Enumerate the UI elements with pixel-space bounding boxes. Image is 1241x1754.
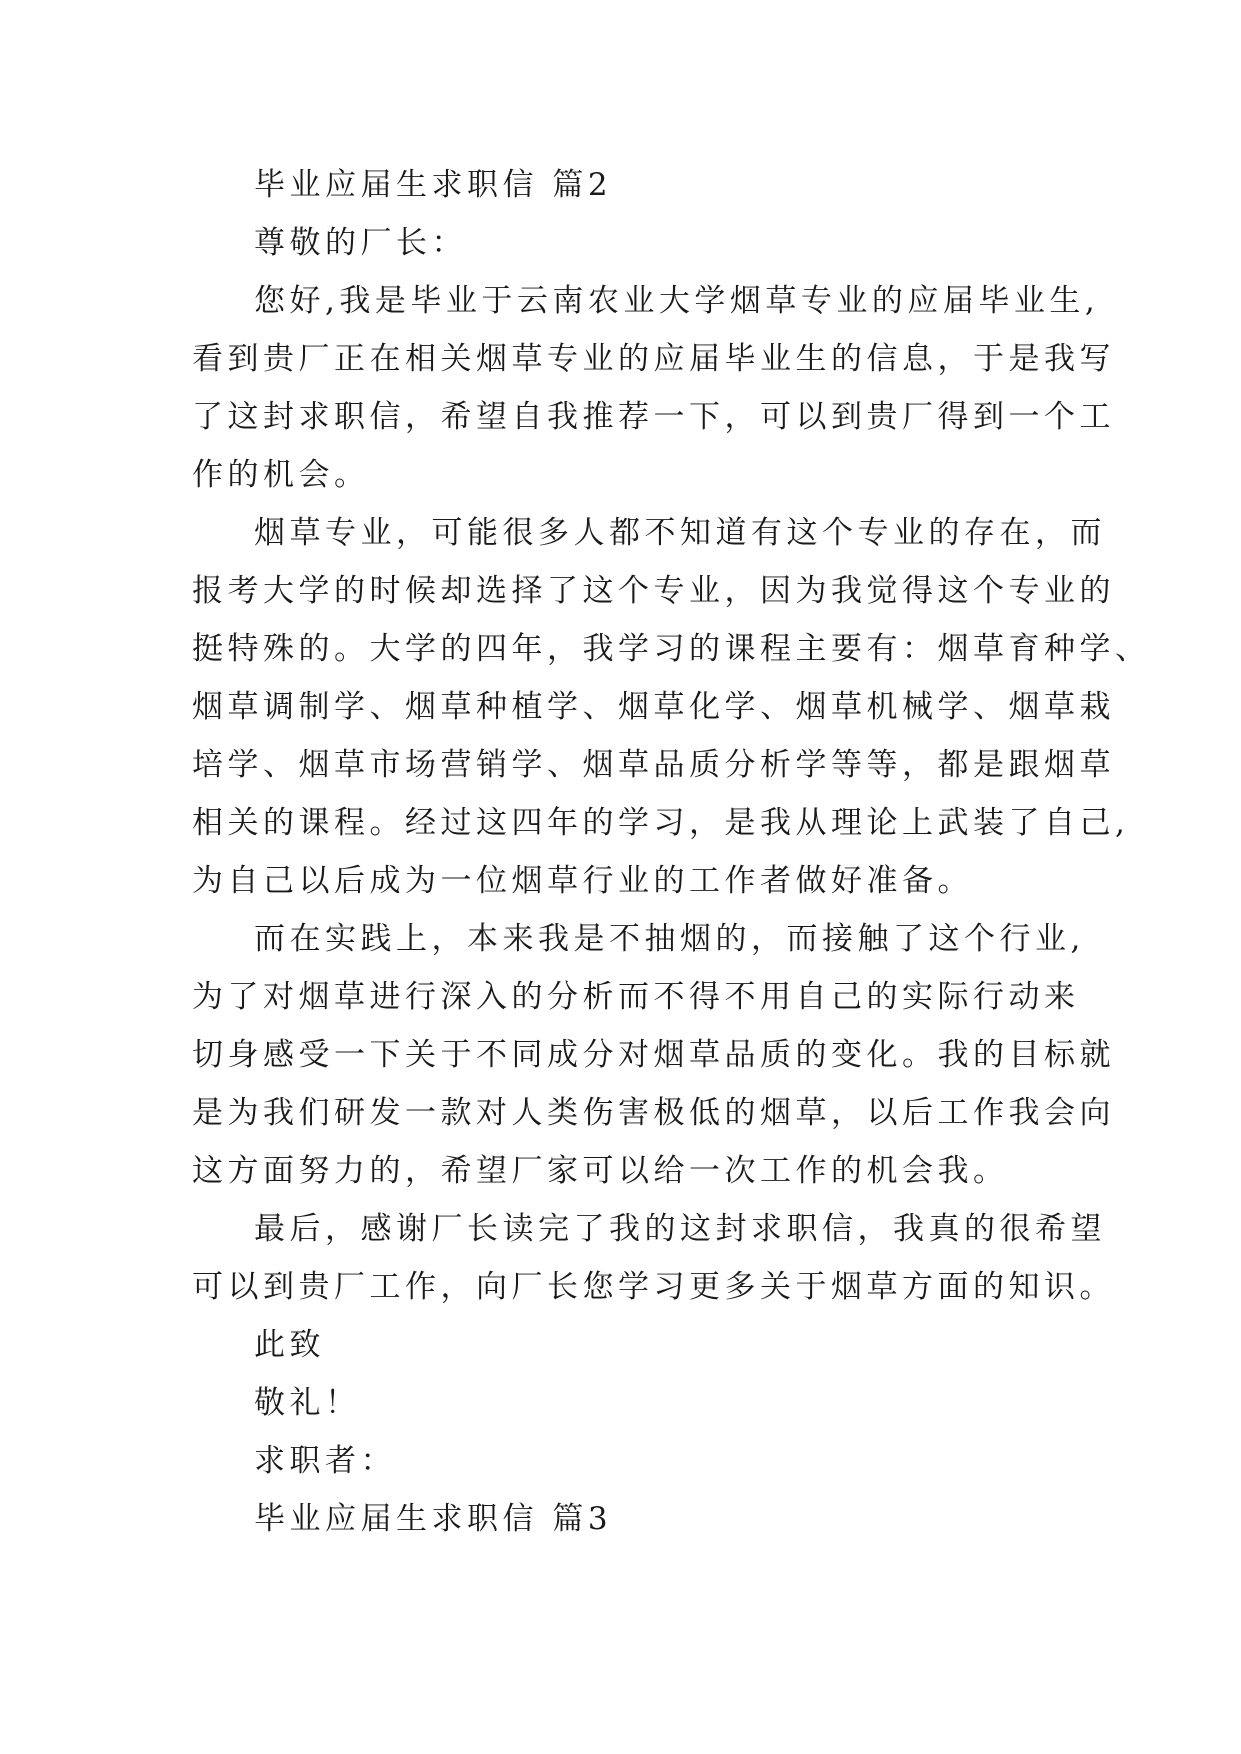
signature-label: 求职者： [254, 1443, 396, 1479]
paragraph-line: 烟草调制学、烟草种植学、烟草化学、烟草机械学、烟草栽 [192, 689, 1115, 725]
paragraph-line: 切身感受一下关于不同成分对烟草品质的变化。我的目标就 [192, 1037, 1115, 1073]
paragraph-line: 挺特殊的。大学的四年，我学习的课程主要有：烟草育种学、 [192, 631, 1151, 667]
section-heading: 毕业应届生求职信 篇2 [254, 167, 613, 203]
salutation: 尊敬的厂长： [254, 225, 467, 261]
closing-line: 敬礼！ [254, 1385, 361, 1421]
paragraph-line: 报考大学的时候却选择了这个专业，因为我觉得这个专业的 [192, 573, 1115, 609]
paragraph-line: 相关的课程。经过这四年的学习，是我从理论上武装了自己, [192, 805, 1130, 841]
paragraph-line: 烟草专业，可能很多人都不知道有这个专业的存在，而 [254, 515, 1106, 551]
section-heading: 毕业应届生求职信 篇3 [254, 1501, 613, 1537]
paragraph-line: 可以到贵厂工作，向厂长您学习更多关于烟草方面的知识。 [192, 1269, 1115, 1305]
paragraph-line: 这方面努力的，希望厂家可以给一次工作的机会我。 [192, 1153, 1009, 1189]
paragraph-line: 为了对烟草进行深入的分析而不得不用自己的实际行动来 [192, 979, 1080, 1015]
paragraph-line: 作的机会。 [192, 457, 370, 493]
paragraph-line: 为自己以后成为一位烟草行业的工作者做好准备。 [192, 863, 973, 899]
paragraph-line: 是为我们研发一款对人类伤害极低的烟草，以后工作我会向 [192, 1095, 1115, 1131]
closing-line: 此致 [254, 1327, 325, 1363]
paragraph-line: 最后，感谢厂长读完了我的这封求职信，我真的很希望 [254, 1211, 1106, 1247]
paragraph-line: 而在实践上，本来我是不抽烟的，而接触了这个行业, [254, 921, 1085, 957]
paragraph-line: 您好,我是毕业于云南农业大学烟草专业的应届毕业生, [254, 283, 1100, 319]
paragraph-line: 看到贵厂正在相关烟草专业的应届毕业生的信息，于是我写 [192, 341, 1115, 377]
paragraph-line: 培学、烟草市场营销学、烟草品质分析学等等，都是跟烟草 [192, 747, 1115, 783]
paragraph-line: 了这封求职信，希望自我推荐一下，可以到贵厂得到一个工 [192, 399, 1115, 435]
